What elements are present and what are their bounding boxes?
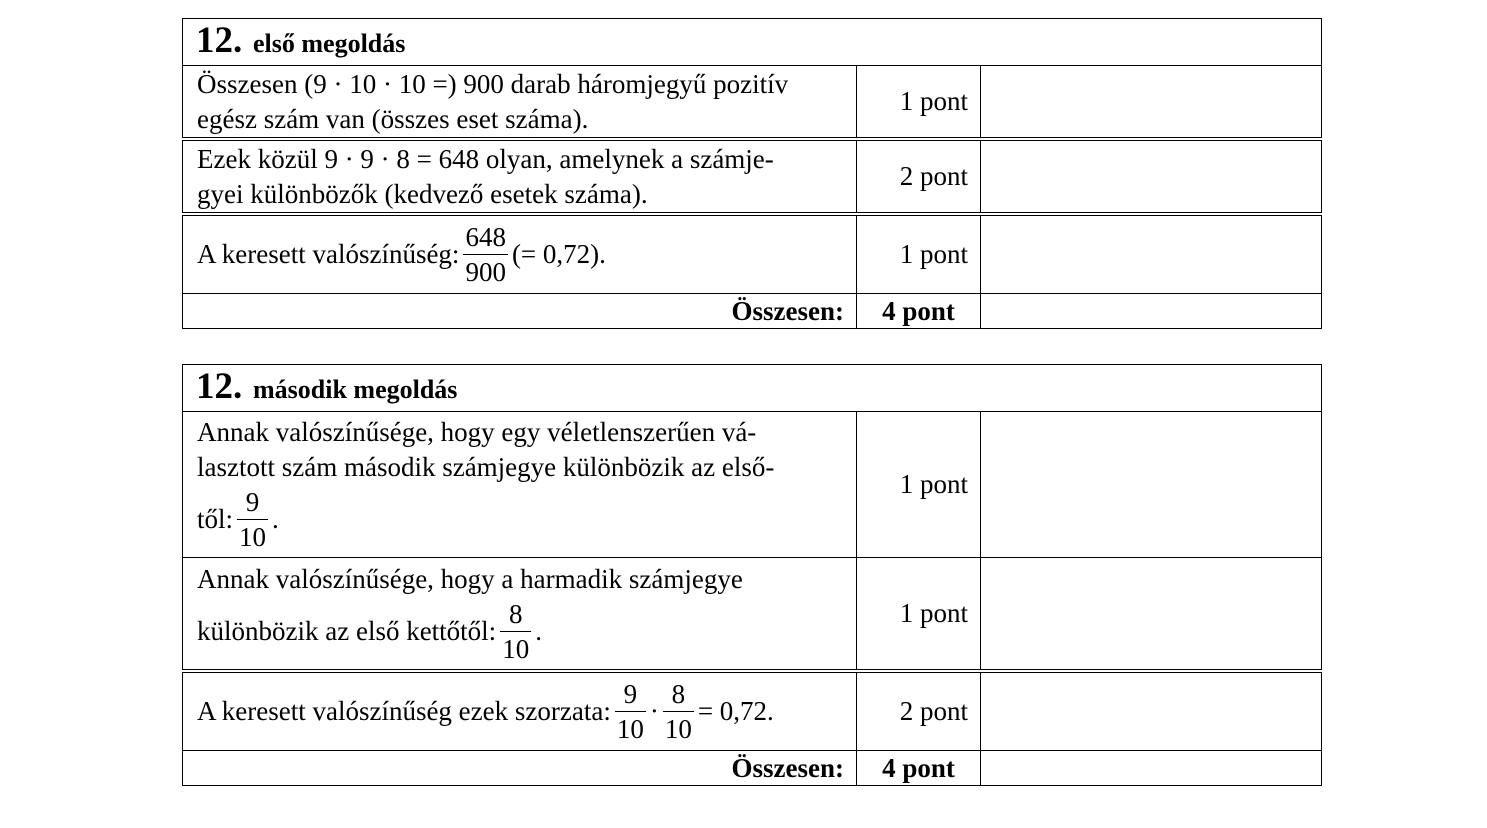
step-text: különbözik az első kettőtől: <box>197 615 497 646</box>
step-text: = 0,72. <box>697 696 774 726</box>
comment-cell <box>981 294 1322 329</box>
step-line: lasztott szám második számjegye különbözik az első- <box>197 452 775 482</box>
fraction <box>237 485 268 554</box>
solution-step <box>183 558 857 672</box>
step-text: A keresett valószínűség: <box>197 239 460 269</box>
total-score: 4 pont <box>857 751 981 786</box>
task-number: 12. <box>196 20 243 61</box>
table-row <box>183 214 1322 294</box>
fraction-denominator: 10 <box>615 711 646 746</box>
scoring-table-first-solution <box>182 18 1322 329</box>
solution-step <box>183 671 857 751</box>
solution-title: első megoldás <box>253 29 406 58</box>
step-line: Ezek közül 9 · 9 · 8 = 648 olyan, amelynek a számje- <box>197 143 774 174</box>
step-text: A keresett valószínűség ezek szorzata: <box>197 696 611 726</box>
comment-cell <box>981 751 1322 786</box>
fraction-numerator: 9 <box>245 487 260 517</box>
total-row <box>183 751 1322 786</box>
step-line: Annak valószínűsége, hogy a harmadik számjegye <box>197 563 743 594</box>
step-line: gyei különbözők (kedvező esetek száma). <box>197 178 648 209</box>
table-row <box>183 139 1322 214</box>
step-text: től: <box>197 504 234 534</box>
solution-step <box>183 214 857 294</box>
step-line <box>197 597 844 666</box>
score: 1 pont <box>857 412 981 558</box>
step-line: Annak valószínűsége, hogy egy véletlenszerűen vá- <box>197 417 757 447</box>
solution-title: második megoldás <box>253 375 458 404</box>
scoring-table-second-solution <box>182 364 1322 786</box>
step-text: . <box>535 615 542 646</box>
total-row <box>183 294 1322 329</box>
score: 1 pont <box>857 214 981 294</box>
comment-cell <box>981 139 1322 214</box>
step-line <box>197 485 844 554</box>
total-label: Összesen: <box>183 751 857 786</box>
table-title <box>183 365 1322 412</box>
comment-cell <box>981 66 1322 140</box>
score: 1 pont <box>857 66 981 140</box>
comment-cell <box>981 412 1322 558</box>
table-row <box>183 412 1322 558</box>
fraction-numerator: 8 <box>508 598 523 629</box>
fraction-denominator: 900 <box>463 254 508 289</box>
fraction-numerator: 648 <box>465 222 506 252</box>
comment-cell <box>981 214 1322 294</box>
fraction <box>663 677 694 746</box>
score: 2 pont <box>857 139 981 214</box>
multiply-operator: · <box>649 696 659 726</box>
fraction-denominator: 10 <box>237 519 268 554</box>
solution-step <box>183 66 857 140</box>
step-line: egész szám van (összes eset száma). <box>197 103 589 134</box>
total-label: Összesen: <box>183 294 857 329</box>
step-text: (= 0,72). <box>511 239 606 269</box>
solution-step <box>183 412 857 558</box>
table-row <box>183 558 1322 672</box>
table-row <box>183 671 1322 751</box>
score: 1 pont <box>857 558 981 672</box>
task-number: 12. <box>196 366 243 407</box>
score: 2 pont <box>857 671 981 751</box>
fraction-numerator: 8 <box>671 679 686 709</box>
table-title <box>183 19 1322 66</box>
comment-cell <box>981 671 1322 751</box>
table-row <box>183 66 1322 140</box>
step-line: Összesen (9 · 10 · 10 =) 900 darab háromjegyű pozitív <box>197 68 789 99</box>
fraction <box>463 220 508 289</box>
total-score: 4 pont <box>857 294 981 329</box>
fraction <box>500 597 531 666</box>
solution-step <box>183 139 857 214</box>
fraction-denominator: 10 <box>500 631 531 666</box>
step-text: . <box>272 504 279 534</box>
fraction-denominator: 10 <box>663 711 694 746</box>
comment-cell <box>981 558 1322 672</box>
fraction <box>615 677 646 746</box>
fraction-numerator: 9 <box>623 679 638 709</box>
